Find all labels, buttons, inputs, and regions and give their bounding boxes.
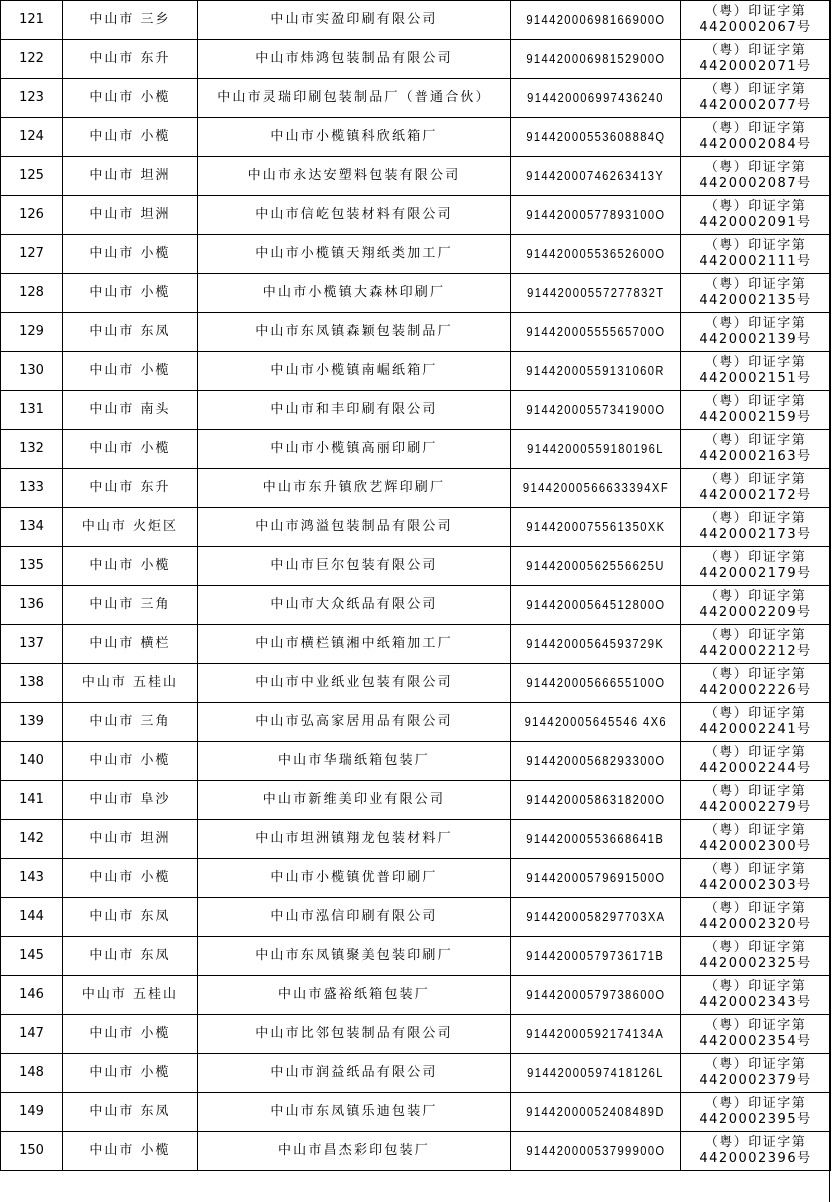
- license-number: 4420002173号: [699, 527, 812, 542]
- license-cell: [681, 430, 831, 469]
- credit-code-text: 91442000053799900O: [525, 1143, 666, 1158]
- table-row: [1, 352, 831, 391]
- credit-code-cell: [511, 586, 681, 625]
- license-cell: [681, 859, 831, 898]
- table-row: [1, 274, 831, 313]
- license-cell: [681, 937, 831, 976]
- credit-code-cell: [511, 313, 681, 352]
- table-row: [1, 118, 831, 157]
- table-row: [1, 469, 831, 508]
- license-prefix: （粤）印证字第: [704, 550, 807, 565]
- credit-code-text: 91442000698152900O: [525, 51, 666, 66]
- license-cell: [681, 274, 831, 313]
- license-prefix: （粤）印证字第: [704, 4, 807, 19]
- row-number-cell: 139: [1, 703, 63, 742]
- license-prefix: （粤）印证字第: [704, 121, 807, 136]
- row-number-cell: 127: [1, 235, 63, 274]
- table-row: [1, 157, 831, 196]
- table-row: [1, 1015, 831, 1054]
- license-cell: [681, 781, 831, 820]
- credit-code-text: 9144200058297703XA: [525, 909, 666, 924]
- credit-code-text: 91442000579738600O: [525, 987, 666, 1002]
- credit-code-text: 91442000562556625U: [526, 558, 665, 573]
- company-name-cell: 中山市弘高家居用品有限公司: [198, 703, 511, 742]
- row-number-cell: 144: [1, 898, 63, 937]
- credit-code-text: 91442000553668641B: [526, 831, 665, 846]
- license-number: 4420002279号: [699, 800, 812, 815]
- credit-code-text: 91442000559131060R: [526, 363, 665, 378]
- credit-code-cell: [511, 742, 681, 781]
- license-prefix: （粤）印证字第: [704, 1057, 807, 1072]
- company-name-cell: 中山市和丰印刷有限公司: [198, 391, 511, 430]
- license-number: 4420002159号: [699, 410, 812, 425]
- region-cell: 中山市 五桂山: [63, 664, 198, 703]
- credit-code-cell: [511, 469, 681, 508]
- credit-code-text: 91442000577893100O: [525, 207, 666, 222]
- license-cell: [681, 1015, 831, 1054]
- license-number: 4420002396号: [699, 1151, 812, 1166]
- license-cell: [681, 625, 831, 664]
- company-name-cell: 中山市巨尔包装有限公司: [198, 547, 511, 586]
- row-number-cell: 131: [1, 391, 63, 430]
- license-prefix: （粤）印证字第: [704, 745, 807, 760]
- credit-code-text: 91442000566655100O: [525, 675, 666, 690]
- region-cell: 中山市 东升: [63, 469, 198, 508]
- company-name-cell: 中山市华瑞纸箱包装厂: [198, 742, 511, 781]
- region-cell: 中山市 东升: [63, 40, 198, 79]
- row-number-cell: 140: [1, 742, 63, 781]
- license-prefix: （粤）印证字第: [704, 160, 807, 175]
- license-cell: [681, 118, 831, 157]
- company-name-cell: 中山市小榄镇科欣纸箱厂: [198, 118, 511, 157]
- license-number: 4420002212号: [699, 644, 812, 659]
- license-cell: [681, 1132, 831, 1171]
- region-cell: 中山市 三角: [63, 703, 198, 742]
- credit-code-cell: [511, 157, 681, 196]
- license-prefix: （粤）印证字第: [704, 1135, 807, 1150]
- region-cell: 中山市 火炬区: [63, 508, 198, 547]
- region-cell: 中山市 小榄: [63, 1132, 198, 1171]
- credit-code-text: 9144200075561350XK: [525, 519, 666, 534]
- region-cell: 中山市 坦洲: [63, 157, 198, 196]
- company-name-cell: 中山市小榄镇南崛纸箱厂: [198, 352, 511, 391]
- row-number-cell: 121: [1, 1, 63, 40]
- region-cell: 中山市 小榄: [63, 430, 198, 469]
- credit-code-text: 91442000698166900O: [525, 12, 666, 27]
- credit-code-cell: [511, 1054, 681, 1093]
- license-cell: [681, 547, 831, 586]
- license-cell: [681, 40, 831, 79]
- company-name-cell: 中山市比邻包装制品有限公司: [198, 1015, 511, 1054]
- credit-code-cell: [511, 1, 681, 40]
- company-name-cell: 中山市昌杰彩印包装厂: [198, 1132, 511, 1171]
- license-number: 4420002111号: [699, 254, 812, 269]
- license-number: 4420002343号: [699, 995, 812, 1010]
- region-cell: 中山市 三角: [63, 586, 198, 625]
- license-number: 4420002087号: [699, 176, 812, 191]
- license-number: 4420002241号: [699, 722, 812, 737]
- region-cell: 中山市 坦洲: [63, 196, 198, 235]
- row-number-cell: 147: [1, 1015, 63, 1054]
- company-name-cell: 中山市东凤镇乐迪包装厂: [198, 1093, 511, 1132]
- row-number-cell: 136: [1, 586, 63, 625]
- license-prefix: （粤）印证字第: [704, 43, 807, 58]
- row-number-cell: 133: [1, 469, 63, 508]
- table-row: [1, 898, 831, 937]
- credit-code-text: 91442000564512800O: [525, 597, 666, 612]
- license-number: 4420002135号: [699, 293, 812, 308]
- license-prefix: （粤）印证字第: [704, 979, 807, 994]
- license-cell: [681, 196, 831, 235]
- row-number-cell: 124: [1, 118, 63, 157]
- company-name-cell: 中山市横栏镇湘中纸箱加工厂: [198, 625, 511, 664]
- license-prefix: （粤）印证字第: [704, 940, 807, 955]
- credit-code-cell: [511, 781, 681, 820]
- credit-code-text: 914420006997436240: [527, 90, 664, 105]
- credit-code-text: 91442000592174134A: [526, 1026, 665, 1041]
- company-name-cell: 中山市东凤镇聚美包装印刷厂: [198, 937, 511, 976]
- credit-code-text: 91442000568293300O: [525, 753, 666, 768]
- company-name-cell: 中山市信屹包装材料有限公司: [198, 196, 511, 235]
- license-number: 4420002163号: [699, 449, 812, 464]
- license-cell: [681, 820, 831, 859]
- credit-code-cell: [511, 625, 681, 664]
- table-row: [1, 391, 831, 430]
- table-row: [1, 859, 831, 898]
- region-cell: 中山市 南头: [63, 391, 198, 430]
- region-cell: 中山市 小榄: [63, 547, 198, 586]
- credit-code-cell: [511, 508, 681, 547]
- row-number-cell: 135: [1, 547, 63, 586]
- license-number: 4420002379号: [699, 1073, 812, 1088]
- row-number-cell: 137: [1, 625, 63, 664]
- license-cell: [681, 1, 831, 40]
- registry-table-body: [1, 1, 831, 1171]
- license-number: 4420002091号: [699, 215, 812, 230]
- region-cell: 中山市 三乡: [63, 1, 198, 40]
- region-cell: 中山市 东凤: [63, 313, 198, 352]
- license-cell: [681, 586, 831, 625]
- table-row: [1, 430, 831, 469]
- license-prefix: （粤）印证字第: [704, 1018, 807, 1033]
- license-cell: [681, 1093, 831, 1132]
- license-prefix: （粤）印证字第: [704, 277, 807, 292]
- credit-code-text: 91442000586318200O: [525, 792, 666, 807]
- license-number: 4420002151号: [699, 371, 812, 386]
- row-number-cell: 132: [1, 430, 63, 469]
- row-number-cell: 149: [1, 1093, 63, 1132]
- credit-code-text: 91442000559180196L: [527, 441, 664, 456]
- credit-code-cell: [511, 1093, 681, 1132]
- credit-code-text: 91442000557277832T: [526, 285, 665, 300]
- table-row: [1, 196, 831, 235]
- license-number: 4420002244号: [699, 761, 812, 776]
- credit-code-text: 91442000579736171B: [526, 948, 665, 963]
- region-cell: 中山市 小榄: [63, 742, 198, 781]
- region-cell: 中山市 东凤: [63, 898, 198, 937]
- license-number: 4420002300号: [699, 839, 812, 854]
- credit-code-cell: [511, 79, 681, 118]
- row-number-cell: 122: [1, 40, 63, 79]
- license-prefix: （粤）印证字第: [704, 589, 807, 604]
- credit-code-cell: [511, 430, 681, 469]
- credit-code-text: 91442000597418126L: [527, 1065, 664, 1080]
- company-name-cell: 中山市东升镇欣艺辉印刷厂: [198, 469, 511, 508]
- license-cell: [681, 391, 831, 430]
- row-number-cell: 150: [1, 1132, 63, 1171]
- region-cell: 中山市 小榄: [63, 352, 198, 391]
- region-cell: 中山市 小榄: [63, 235, 198, 274]
- region-cell: 中山市 坦洲: [63, 820, 198, 859]
- table-row: [1, 313, 831, 352]
- row-number-cell: 126: [1, 196, 63, 235]
- license-cell: [681, 157, 831, 196]
- table-row: [1, 547, 831, 586]
- license-cell: [681, 235, 831, 274]
- company-name-cell: 中山市实盈印刷有限公司: [198, 1, 511, 40]
- table-row: [1, 820, 831, 859]
- credit-code-cell: [511, 937, 681, 976]
- license-prefix: （粤）印证字第: [704, 238, 807, 253]
- credit-code-text: 91442000557341900O: [525, 402, 666, 417]
- row-number-cell: 134: [1, 508, 63, 547]
- license-cell: [681, 976, 831, 1015]
- license-number: 4420002226号: [699, 683, 812, 698]
- table-row: [1, 1132, 831, 1171]
- license-cell: [681, 352, 831, 391]
- license-prefix: （粤）印证字第: [704, 394, 807, 409]
- table-row: [1, 235, 831, 274]
- credit-code-cell: [511, 664, 681, 703]
- region-cell: 中山市 阜沙: [63, 781, 198, 820]
- credit-code-cell: [511, 1132, 681, 1171]
- license-prefix: （粤）印证字第: [704, 862, 807, 877]
- table-row: [1, 937, 831, 976]
- company-name-cell: 中山市东凤镇森颖包装制品厂: [198, 313, 511, 352]
- table-row: [1, 976, 831, 1015]
- license-number: 4420002172号: [699, 488, 812, 503]
- table-row: [1, 703, 831, 742]
- license-prefix: （粤）印证字第: [704, 472, 807, 487]
- table-row: [1, 79, 831, 118]
- table-row: [1, 781, 831, 820]
- license-prefix: （粤）印证字第: [704, 433, 807, 448]
- region-cell: 中山市 小榄: [63, 274, 198, 313]
- credit-code-text: 91442000052408489D: [526, 1104, 665, 1119]
- table-row: [1, 625, 831, 664]
- credit-code-cell: [511, 1015, 681, 1054]
- company-name-cell: 中山市小榄镇大森林印刷厂: [198, 274, 511, 313]
- credit-code-cell: [511, 703, 681, 742]
- table-row: [1, 586, 831, 625]
- license-number: 4420002209号: [699, 605, 812, 620]
- table-row: [1, 664, 831, 703]
- table-row: [1, 1093, 831, 1132]
- license-number: 4420002067号: [699, 20, 812, 35]
- license-prefix: （粤）印证字第: [704, 823, 807, 838]
- row-number-cell: 141: [1, 781, 63, 820]
- license-number: 4420002395号: [699, 1112, 812, 1127]
- region-cell: 中山市 小榄: [63, 1015, 198, 1054]
- company-name-cell: 中山市中业纸业包装有限公司: [198, 664, 511, 703]
- company-name-cell: 中山市坦洲镇翔龙包装材料厂: [198, 820, 511, 859]
- license-prefix: （粤）印证字第: [704, 355, 807, 370]
- credit-code-text: 91442000553608884Q: [525, 129, 666, 144]
- region-cell: 中山市 小榄: [63, 859, 198, 898]
- license-cell: [681, 742, 831, 781]
- license-cell: [681, 664, 831, 703]
- company-name-cell: 中山市小榄镇高丽印刷厂: [198, 430, 511, 469]
- license-prefix: （粤）印证字第: [704, 199, 807, 214]
- license-number: 4420002354号: [699, 1034, 812, 1049]
- row-number-cell: 138: [1, 664, 63, 703]
- license-prefix: （粤）印证字第: [704, 901, 807, 916]
- credit-code-cell: [511, 352, 681, 391]
- license-number: 4420002084号: [699, 137, 812, 152]
- credit-code-cell: [511, 547, 681, 586]
- credit-code-cell: [511, 898, 681, 937]
- license-number: 4420002139号: [699, 332, 812, 347]
- license-prefix: （粤）印证字第: [704, 784, 807, 799]
- license-cell: [681, 703, 831, 742]
- license-number: 4420002320号: [699, 917, 812, 932]
- license-prefix: （粤）印证字第: [704, 511, 807, 526]
- table-row: [1, 1054, 831, 1093]
- license-cell: [681, 898, 831, 937]
- license-number: 4420002325号: [699, 956, 812, 971]
- row-number-cell: 142: [1, 820, 63, 859]
- row-number-cell: 129: [1, 313, 63, 352]
- license-number: 4420002303号: [699, 878, 812, 893]
- region-cell: 中山市 东凤: [63, 1093, 198, 1132]
- license-cell: [681, 469, 831, 508]
- table-row: [1, 508, 831, 547]
- region-cell: 中山市 小榄: [63, 1054, 198, 1093]
- credit-code-text: 91442000746263413Y: [526, 168, 665, 183]
- table-row: [1, 40, 831, 79]
- license-prefix: （粤）印证字第: [704, 316, 807, 331]
- license-cell: [681, 1054, 831, 1093]
- credit-code-cell: [511, 196, 681, 235]
- region-cell: 中山市 小榄: [63, 79, 198, 118]
- credit-code-text: 91442000553652600O: [525, 246, 666, 261]
- license-prefix: （粤）印证字第: [704, 1096, 807, 1111]
- company-name-cell: 中山市润益纸品有限公司: [198, 1054, 511, 1093]
- credit-code-cell: [511, 976, 681, 1015]
- credit-code-text: 91442000579691500O: [525, 870, 666, 885]
- row-number-cell: 128: [1, 274, 63, 313]
- row-number-cell: 148: [1, 1054, 63, 1093]
- credit-code-cell: [511, 820, 681, 859]
- credit-code-cell: [511, 118, 681, 157]
- credit-code-text: 91442000564593729K: [526, 636, 665, 651]
- license-cell: [681, 313, 831, 352]
- license-number: 4420002179号: [699, 566, 812, 581]
- license-number: 4420002071号: [699, 59, 812, 74]
- credit-code-text: 91442000555565700O: [525, 324, 666, 339]
- credit-code-cell: [511, 274, 681, 313]
- row-number-cell: 143: [1, 859, 63, 898]
- row-number-cell: 125: [1, 157, 63, 196]
- company-name-cell: 中山市泓信印刷有限公司: [198, 898, 511, 937]
- license-cell: [681, 79, 831, 118]
- license-number: 4420002077号: [699, 98, 812, 113]
- row-number-cell: 130: [1, 352, 63, 391]
- license-prefix: （粤）印证字第: [704, 706, 807, 721]
- credit-code-text: 914420005645546 4X6: [524, 714, 667, 729]
- region-cell: 中山市 横栏: [63, 625, 198, 664]
- credit-code-text: 91442000566633394XF: [522, 480, 670, 495]
- company-name-cell: 中山市大众纸品有限公司: [198, 586, 511, 625]
- company-name-cell: 中山市炜鸿包装制品有限公司: [198, 40, 511, 79]
- company-name-cell: 中山市灵瑞印刷包装制品厂（普通合伙）: [198, 79, 511, 118]
- credit-code-cell: [511, 391, 681, 430]
- table-row: [1, 1, 831, 40]
- region-cell: 中山市 五桂山: [63, 976, 198, 1015]
- credit-code-cell: [511, 40, 681, 79]
- company-name-cell: 中山市盛裕纸箱包装厂: [198, 976, 511, 1015]
- company-name-cell: 中山市小榄镇天翔纸类加工厂: [198, 235, 511, 274]
- company-name-cell: 中山市新维美印业有限公司: [198, 781, 511, 820]
- license-cell: [681, 508, 831, 547]
- company-name-cell: 中山市永达安塑料包装有限公司: [198, 157, 511, 196]
- license-prefix: （粤）印证字第: [704, 628, 807, 643]
- license-prefix: （粤）印证字第: [704, 667, 807, 682]
- company-name-cell: 中山市鸿溢包装制品有限公司: [198, 508, 511, 547]
- row-number-cell: 123: [1, 79, 63, 118]
- region-cell: 中山市 小榄: [63, 118, 198, 157]
- credit-code-cell: [511, 235, 681, 274]
- company-name-cell: 中山市小榄镇优普印刷厂: [198, 859, 511, 898]
- table-row: [1, 742, 831, 781]
- row-number-cell: 145: [1, 937, 63, 976]
- credit-code-cell: [511, 859, 681, 898]
- row-number-cell: 146: [1, 976, 63, 1015]
- license-prefix: （粤）印证字第: [704, 82, 807, 97]
- region-cell: 中山市 东凤: [63, 937, 198, 976]
